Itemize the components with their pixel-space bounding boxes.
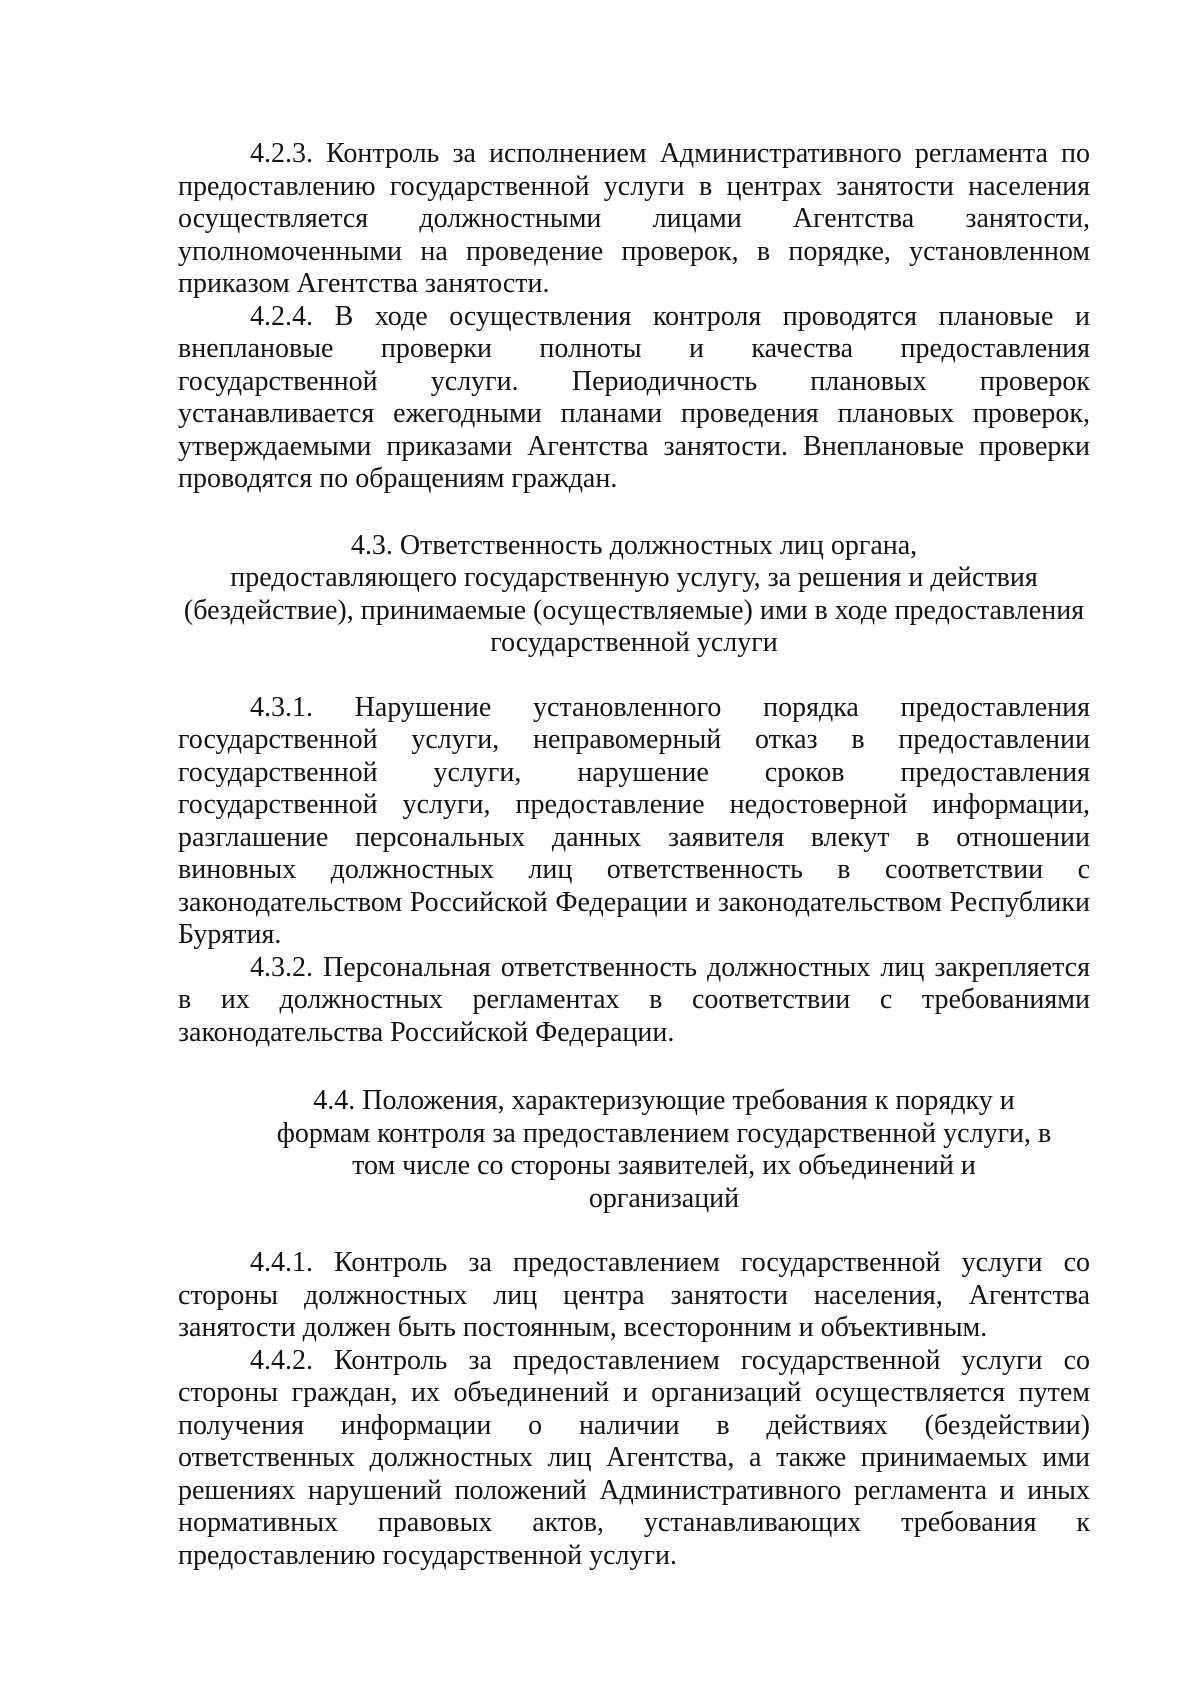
paragraph-4-3-2: 4.3.2. Персональная ответственность должностных лиц закрепляется в их должностных регламентах в соответствии с требованиями законодательства Российской Федерации. [178,951,1090,1048]
heading-line: формам контроля за предоставлением государственной услуги, в [276,1117,1052,1149]
heading-line: предоставляющего государственную услугу, за решения и действия [230,562,1038,593]
heading-line: 4.3. Ответственность должностных лиц органа, [350,529,918,561]
heading-line: 4.4. Положения, характеризующие требования к порядку и [313,1085,1015,1116]
paragraph-4-2-4: 4.2.4. В ходе осуществления контроля проводятся плановые и внеплановые проверки полноты и качества предоставления государственной услуги. Периодичность плановых проверок устанавливается ежегодными планами проведения плановых проверок, утверждаемыми приказами Агентства занятости. Внеплановые проверки проводятся по обращениям граждан. [178,300,1090,494]
paragraph-4-4-2: 4.4.2. Контроль за предоставлением государственной услуги со стороны граждан, их объединений и организаций осуществляется путем получения информации о наличии в действиях (бездействии) ответственных должностных лиц Агентства, а также принимаемых ими решениях нарушений положений Административного регламента и иных нормативных правовых актов, устанавливающих требования к предоставлению государственной услуги. [178,1344,1090,1571]
heading-line: государственной услуги [490,627,778,658]
heading-line: том числе со стороны заявителей, их объединений и [352,1150,976,1181]
heading-line: (бездействие), принимаемые (осуществляемые) ими в ходе предоставления [183,594,1085,626]
paragraph-4-4-1: 4.4.1. Контроль за предоставлением государственной услуги со стороны должностных лиц центра занятости населения, Агентства занятости должен быть постоянным, всесторонним и объективным. [178,1247,1090,1343]
spacer [178,496,1090,530]
heading-line: организаций [588,1182,740,1214]
spacer [178,1215,1090,1247]
section-heading-4-3 [178,530,1090,660]
section-heading-4-4 [178,1085,1090,1215]
paragraph-4-3-1: 4.3.1. Нарушение установленного порядка предоставления государственной услуги, неправомерный отказ в предоставлении государственной услуги, нарушение сроков предоставления государственной услуги, предоставление недостоверной информации, разглашение персональных данных заявителя влекут в отношении виновных должностных лиц ответственность в соответствии с законодательством Российской Федерации и законодательством Республики Бурятия. [178,691,1090,950]
spacer [178,1049,1090,1085]
document-body [178,138,1090,1572]
paragraph-4-2-3: 4.2.3. Контроль за исполнением Административного регламента по предоставлению государственной услуги в центрах занятости населения осуществляется должностными лицами Агентства занятости, уполномоченными на проведение проверок, в порядке, установленном приказом Агентства занятости. [178,138,1090,299]
spacer [178,660,1090,692]
